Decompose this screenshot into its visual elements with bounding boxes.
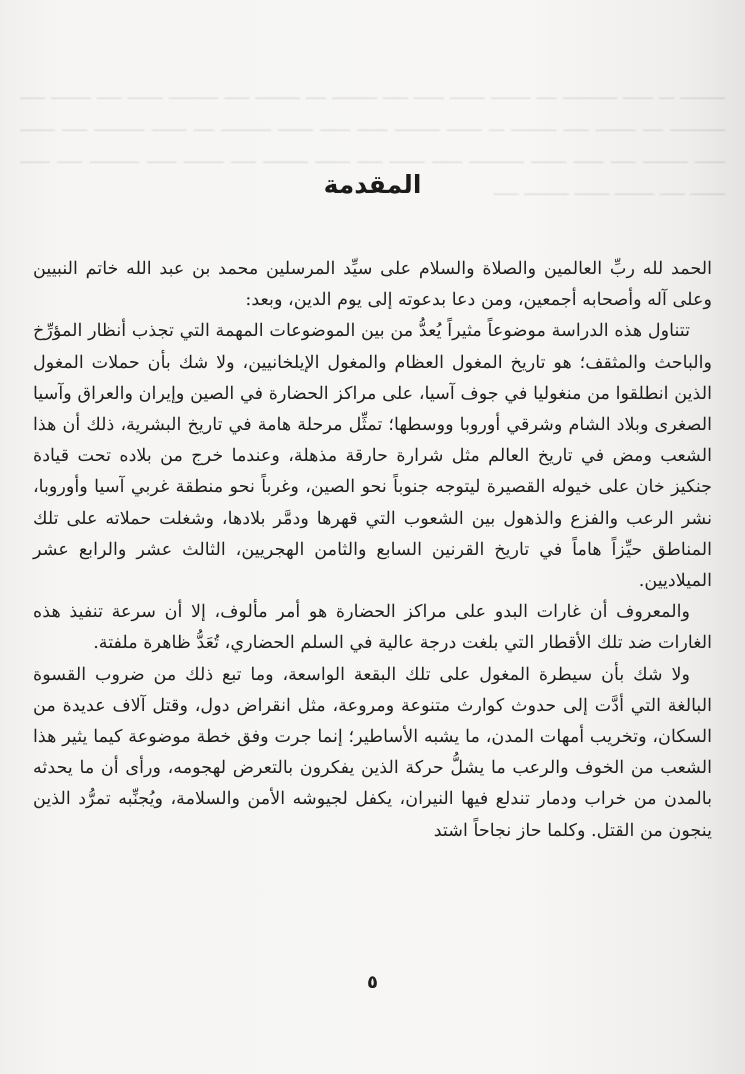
paragraph: تتناول هذه الدراسة موضوعاً مثيراً يُعدُّ من بين الموضوعات المهمة التي تجذب أنظار المؤرِّخ والباحث والمثقف؛ هو تاريخ المغول العظام والمغول الإيلخانيين، ولا شك بأن حملات المغول الذين انطلقوا من منغوليا في جوف آسيا، على مراكز الحضارة في الصين وإيران والعراق وآسيا الصغرى وبلاد الشام وشرقي أوروبا ووسطها؛ تمثِّل مرحلة هامة في تاريخ البشرية، ذلك أن هذا الشعب ومض في تاريخ العالم مثل شرارة حارقة مذهلة، وعندما خرج من بلاده تحت قيادة جنكيز خان على خيوله القصيرة ليتوجه جنوباً نحو الصين، وغرباً نحو منطقة غربي آسيا وأوروبا، نشر الرعب والفزع والذهول بين الشعوب التي قهرها ودمَّر بلادها، وشغلت حملاته على تلك المناطق حيِّزاً هاماً في تاريخ القرنين السابع والثامن الهجريين، الثالث عشر والرابع عشر الميلاديين. [33,321,712,592]
body-text [33,254,712,847]
page-title: المقدمة [323,170,422,199]
page-number: ٥ [367,972,378,993]
paragraph: الحمد لله ربِّ العالمين والصلاة والسلام على سيِّد المرسلين محمد بن عبد الله خاتم النبيين وعلى آله وأصحابه أجمعين، ومن دعا بدعوته إلى يوم الدين، وبعد: [33,259,712,311]
paragraph: ولا شك بأن سيطرة المغول على تلك البقعة الواسعة، وما تبع ذلك من ضروب القسوة البالغة التي أدَّت إلى حدوث كوارث متنوعة ومروعة، مثل انقراض دول، وقتل آلاف عديدة من السكان، وتخريب أمهات المدن، ما يشبه الأساطير؛ إنما جرت وفق خطة موضوعة كيما يثير هذا الشعب من الخوف والرعب ما يشلُّ حركة الذين يفكرون بالتعرض لهجومه، ورأى أن ما يحدثه بالمدن من خراب ودمار تندلع فيها النيران، يكفل لجيوشه الأمن والسلامة، ويُجنِّبه تمرُّد الذين ينجون من القتل. وكلما حاز نجاحاً اشتد [33,664,712,841]
bleed-through-text: ـــــــــ ـــ ــــــ ـــــــــــ ــــ ــــــــ ـــــــ ــــــ ـــــ ـــــــــ ــــ ـــــــــ ـــــ ــــــــــ ـــــــ ـــــ ــــــــ ـــــ ـــــــــــ ــــ ــــــــ ـــــ ـــــــــ ـــ ـــــــ ـــــــــ ــــــ ــــــ ـــــــ ــــــــــ ــــ ـــــــ ــــــــــ ـــــ ـــــــ ــــــ ـــــــــ ـــــ ــــــ ـــــــ ـــــــــــ ــــــ ـــــــ ـــــ ـــــــ ـــــــــ ـــــ ــــــــ ــــــ ــــــــــ ـــــ ــــــ ـــــــ ـــــ ــــــــ ـــــــ ـــــــــ ـــــ [20,84,725,200]
paragraph: والمعروف أن غارات البدو على مراكز الحضارة هو أمر مألوف، إلا أن سرعة تنفيذ هذه الغارات ضد تلك الأقطار التي بلغت درجة عالية في السلم الحضاري، تُعَدُّ ظاهرة ملفتة. [33,602,712,654]
